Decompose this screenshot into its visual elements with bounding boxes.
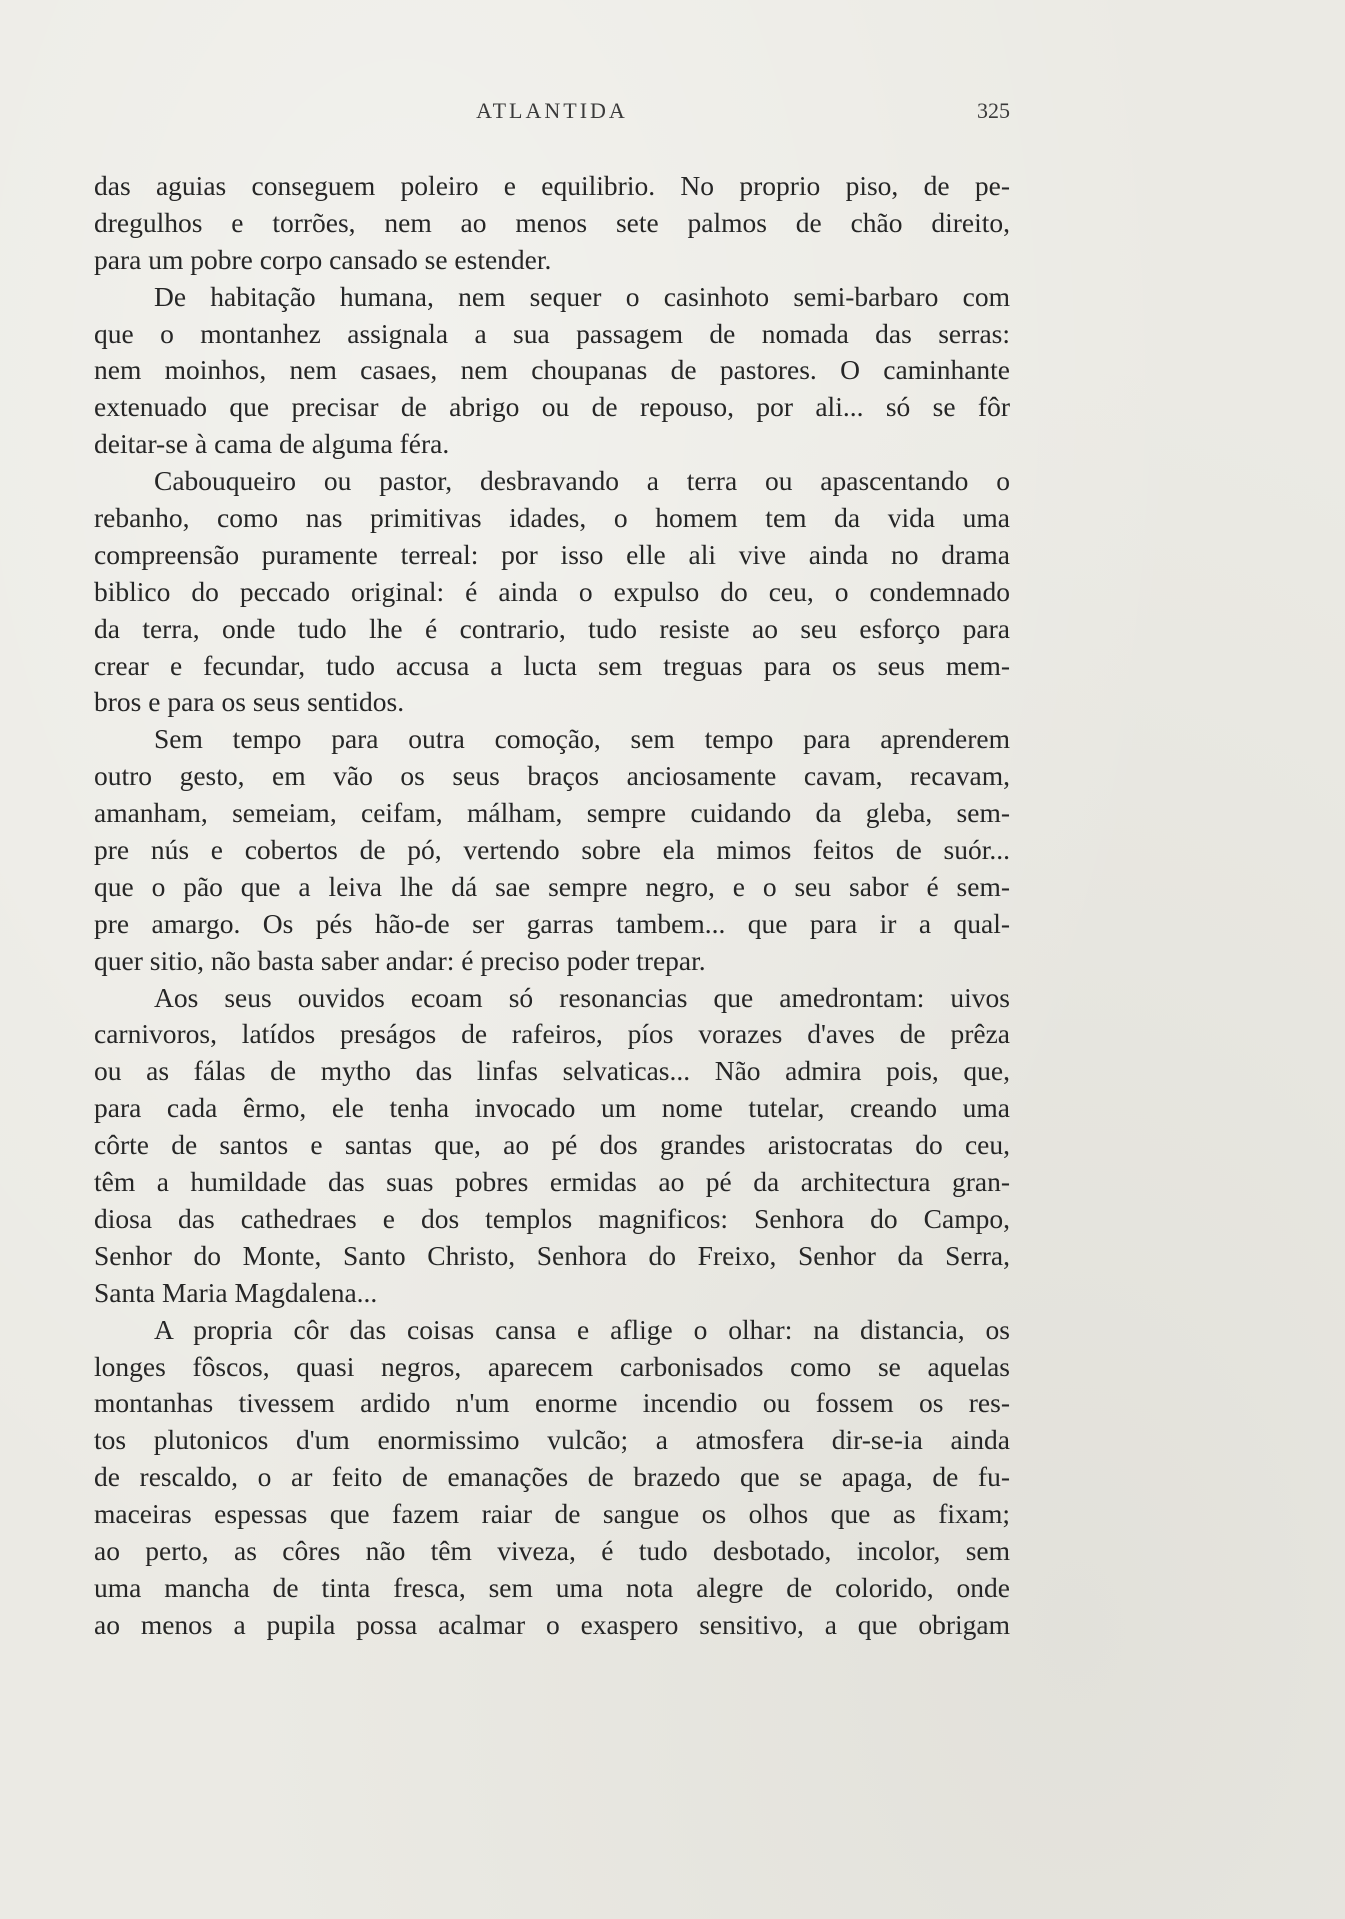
text-line: pre amargo. Os pés hão-de ser garras tambem... que para ir a qual-	[94, 907, 1010, 939]
text-line: Cabouqueiro ou pastor, desbravando a terra ou apascentando o	[154, 465, 1010, 497]
running-head	[94, 98, 1010, 134]
text-line: pre nús e cobertos de pó, vertendo sobre ela mimos feitos de suór...	[94, 834, 1010, 866]
text-line: para um pobre corpo cansado se estender.	[94, 243, 552, 275]
running-title: ATLANTIDA	[476, 98, 628, 123]
text-line: têm a humildade das suas pobres ermidas ao pé da architectura gran-	[94, 1166, 1010, 1198]
text-line: maceiras espessas que fazem raiar de sangue os olhos que as fixam;	[94, 1498, 1010, 1530]
text-line: de rescaldo, o ar feito de emanações de brazedo que se apaga, de fu-	[94, 1461, 1010, 1493]
text-line: A propria côr das coisas cansa e aflige o olhar: na distancia, os	[154, 1313, 1010, 1345]
text-line: dregulhos e torrões, nem ao menos sete palmos de chão direito,	[94, 206, 1010, 238]
text-line: rebanho, como nas primitivas idades, o homem tem da vida uma	[94, 502, 1010, 534]
text-line: extenuado que precisar de abrigo ou de repouso, por ali... só se fôr	[94, 391, 1010, 423]
text-line: que o pão que a leiva lhe dá sae sempre negro, e o seu sabor é sem-	[94, 870, 1010, 902]
text-line: biblico do peccado original: é ainda o expulso do ceu, o condemnado	[94, 575, 1010, 607]
text-line: Santa Maria Magdalena...	[94, 1276, 378, 1308]
text-line: diosa das cathedraes e dos templos magnificos: Senhora do Campo,	[94, 1202, 1010, 1234]
text-line: De habitação humana, nem sequer o casinhoto semi-barbaro com	[154, 280, 1010, 312]
text-line: deitar-se à cama de alguma féra.	[94, 428, 450, 460]
text-line: crear e fecundar, tudo accusa a lucta sem treguas para os seus mem-	[94, 649, 1010, 681]
text-line: ao perto, as côres não têm viveza, é tudo desbotado, incolor, sem	[94, 1534, 1010, 1566]
text-line: outro gesto, em vão os seus braços anciosamente cavam, recavam,	[94, 760, 1010, 792]
text-line: Senhor do Monte, Santo Christo, Senhora do Freixo, Senhor da Serra,	[94, 1239, 1010, 1271]
text-line: quer sitio, não basta saber andar: é preciso poder trepar.	[94, 944, 706, 976]
text-line: ao menos a pupila possa acalmar o exaspero sensitivo, a que obrigam	[94, 1608, 1010, 1640]
text-line: ou as fálas de mytho das linfas selvaticas... Não admira pois, que,	[94, 1055, 1010, 1087]
text-line: da terra, onde tudo lhe é contrario, tudo resiste ao seu esforço para	[94, 612, 1010, 644]
text-line: compreensão puramente terreal: por isso elle ali vive ainda no drama	[94, 538, 1010, 570]
text-line: amanham, semeiam, ceifam, málham, sempre cuidando da gleba, sem-	[94, 797, 1010, 829]
text-line: tos plutonicos d'um enormissimo vulcão; a atmosfera dir-se-ia ainda	[94, 1424, 1010, 1456]
text-line: Sem tempo para outra comoção, sem tempo para aprenderem	[154, 723, 1010, 755]
text-line: côrte de santos e santas que, ao pé dos grandes aristocratas do ceu,	[94, 1129, 1010, 1161]
text-line: carnivoros, latídos preságos de rafeiros, píos vorazes d'aves de prêza	[94, 1018, 1010, 1050]
text-line: das aguias conseguem poleiro e equilibrio. No proprio piso, de pe-	[94, 170, 1010, 201]
text-line: que o montanhez assignala a sua passagem de nomada das serras:	[94, 317, 1010, 349]
text-line: nem moinhos, nem casaes, nem choupanas de pastores. O caminhante	[94, 354, 1010, 386]
text-line: bros e para os seus sentidos.	[94, 686, 405, 718]
text-line: uma mancha de tinta fresca, sem uma nota alegre de colorido, onde	[94, 1571, 1010, 1603]
text-line: longes fôscos, quasi negros, aparecem carbonisados como se aquelas	[94, 1350, 1010, 1382]
body-text	[94, 168, 1010, 1644]
text-line: para cada êrmo, ele tenha invocado um nome tutelar, creando uma	[94, 1092, 1010, 1124]
text-line: Aos seus ouvidos ecoam só resonancias que amedrontam: uivos	[154, 981, 1010, 1013]
text-line: montanhas tivessem ardido n'um enorme incendio ou fossem os res-	[94, 1387, 1010, 1419]
page-number: 325	[977, 98, 1010, 123]
